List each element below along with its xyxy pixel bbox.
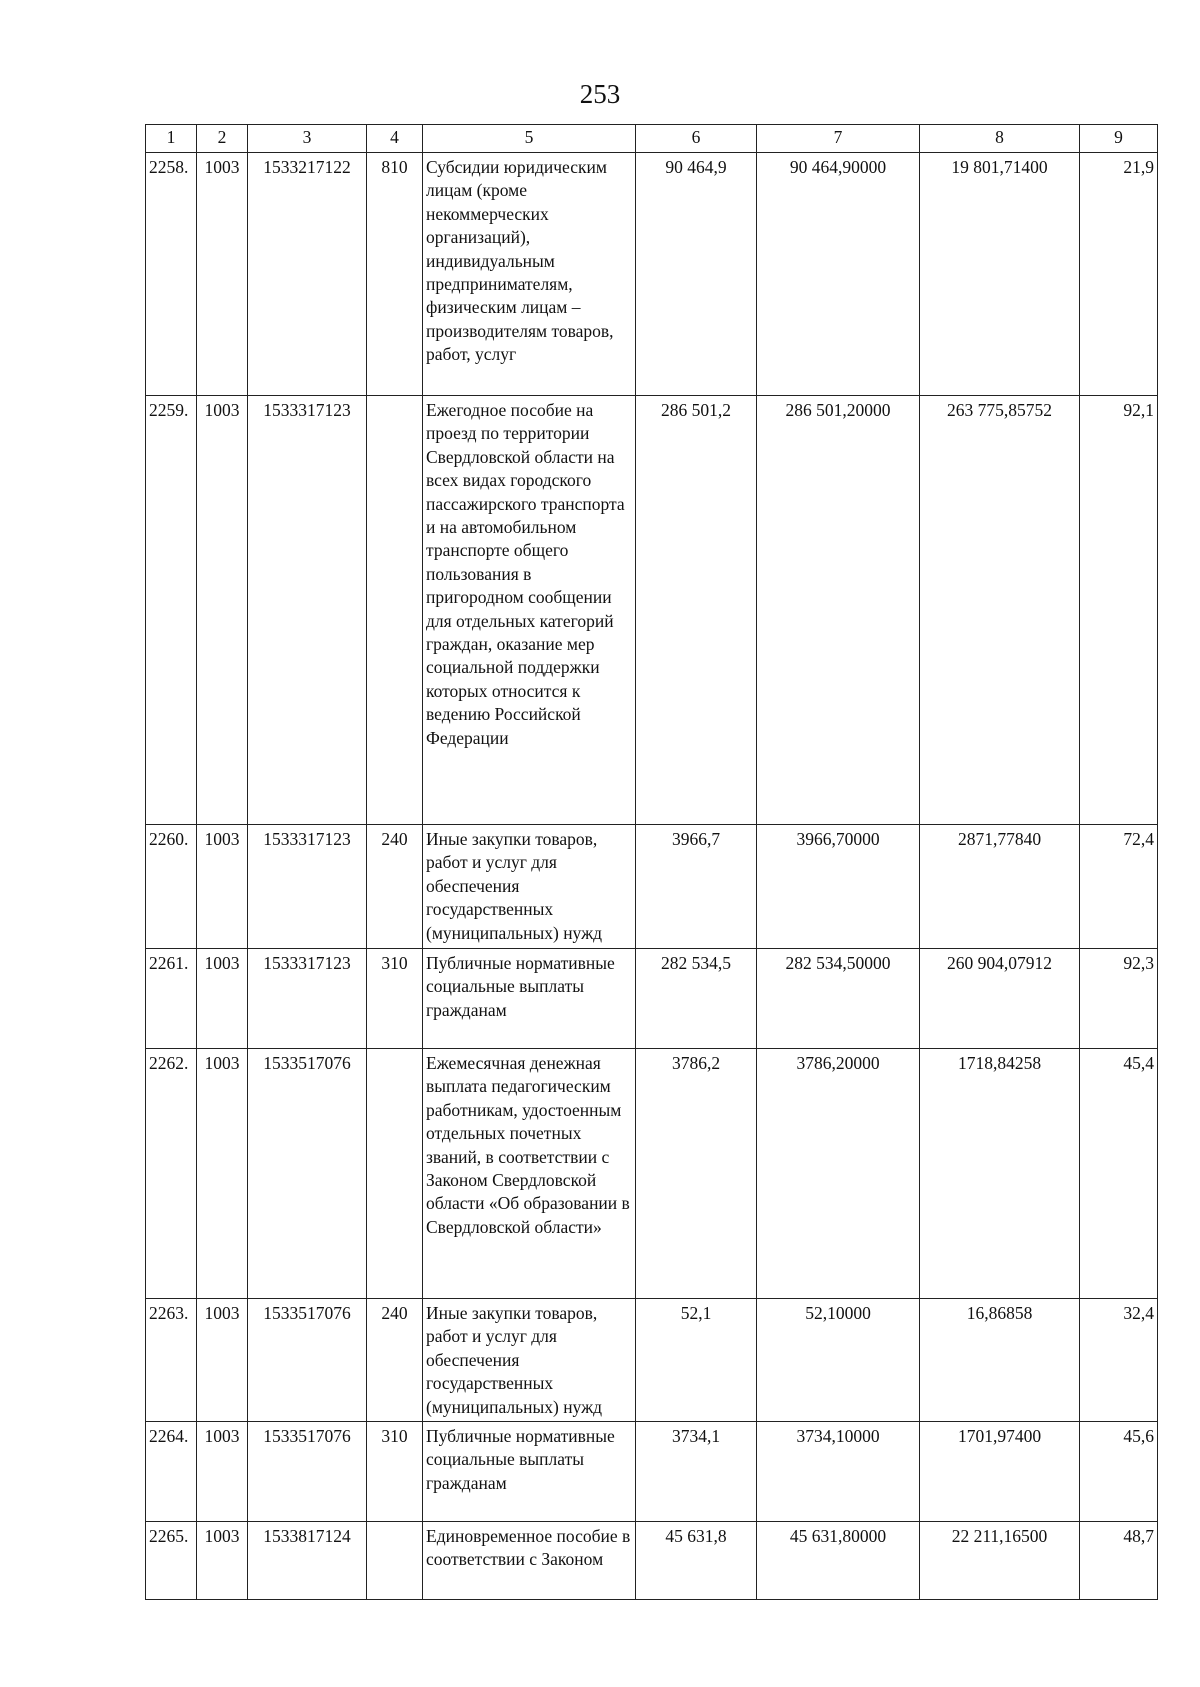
target-code: 1533817124 (248, 1522, 367, 1600)
execution-percent: 92,3 (1080, 949, 1158, 1049)
expense-name: Публичные нормативные социальные выплаты гражданам (423, 1422, 636, 1522)
row-number: 2263. (146, 1299, 197, 1422)
expense-type-code (367, 1522, 423, 1600)
approved-amount: 3734,1 (636, 1422, 757, 1522)
row-number: 2259. (146, 396, 197, 825)
table-row (146, 1049, 1158, 1299)
row-number: 2264. (146, 1422, 197, 1522)
executed-amount: 19 801,71400 (920, 153, 1080, 396)
executed-amount: 263 775,85752 (920, 396, 1080, 825)
target-code: 1533317123 (248, 825, 367, 949)
table-row (146, 153, 1158, 396)
section-code: 1003 (197, 153, 248, 396)
planned-amount: 3786,20000 (757, 1049, 920, 1299)
planned-amount: 90 464,90000 (757, 153, 920, 396)
row-number: 2262. (146, 1049, 197, 1299)
expense-type-code (367, 1049, 423, 1299)
section-code: 1003 (197, 825, 248, 949)
section-code: 1003 (197, 1299, 248, 1422)
section-code: 1003 (197, 1049, 248, 1299)
executed-amount: 16,86858 (920, 1299, 1080, 1422)
section-code: 1003 (197, 1522, 248, 1600)
table-row (146, 1299, 1158, 1422)
execution-percent: 48,7 (1080, 1522, 1158, 1600)
expense-name: Ежегодное пособие на проезд по территории Свердловской области на всех видах городского пассажирского транспорта и на автомобильном транспорте общего пользования в пригородном сообщении для отдельных категорий граждан, оказание мер социальной поддержки которых относится к ведению Российской Федерации (423, 396, 636, 825)
approved-amount: 282 534,5 (636, 949, 757, 1049)
expense-type-code: 310 (367, 949, 423, 1049)
planned-amount: 3966,70000 (757, 825, 920, 949)
budget-table (145, 124, 1158, 1600)
executed-amount: 2871,77840 (920, 825, 1080, 949)
row-number: 2258. (146, 153, 197, 396)
planned-amount: 45 631,80000 (757, 1522, 920, 1600)
row-number: 2260. (146, 825, 197, 949)
planned-amount: 286 501,20000 (757, 396, 920, 825)
execution-percent: 45,6 (1080, 1422, 1158, 1522)
approved-amount: 52,1 (636, 1299, 757, 1422)
header-cell: 6 (636, 125, 757, 153)
expense-name: Субсидии юридическим лицам (кроме некоммерческих организаций), индивидуальным предпринимателям, физическим лицам – производителям товаров, работ, услуг (423, 153, 636, 396)
expense-type-code: 310 (367, 1422, 423, 1522)
target-code: 1533517076 (248, 1049, 367, 1299)
table-body (146, 153, 1158, 1600)
target-code: 1533317123 (248, 949, 367, 1049)
table-row (146, 1522, 1158, 1600)
planned-amount: 3734,10000 (757, 1422, 920, 1522)
approved-amount: 45 631,8 (636, 1522, 757, 1600)
expense-name: Ежемесячная денежная выплата педагогическим работникам, удостоенным отдельных почетных званий, в соответствии с Законом Свердловской области «Об образовании в Свердловской области» (423, 1049, 636, 1299)
target-code: 1533517076 (248, 1299, 367, 1422)
executed-amount: 1701,97400 (920, 1422, 1080, 1522)
execution-percent: 21,9 (1080, 153, 1158, 396)
section-code: 1003 (197, 396, 248, 825)
expense-name: Единовременное пособие в соответствии с Законом (423, 1522, 636, 1600)
approved-amount: 90 464,9 (636, 153, 757, 396)
target-code: 1533517076 (248, 1422, 367, 1522)
execution-percent: 92,1 (1080, 396, 1158, 825)
header-cell: 1 (146, 125, 197, 153)
header-cell: 9 (1080, 125, 1158, 153)
expense-type-code: 240 (367, 825, 423, 949)
expense-name: Публичные нормативные социальные выплаты гражданам (423, 949, 636, 1049)
header-cell: 3 (248, 125, 367, 153)
expense-name: Иные закупки товаров, работ и услуг для обеспечения государственных (муниципальных) нужд (423, 825, 636, 949)
row-number: 2265. (146, 1522, 197, 1600)
table-row (146, 396, 1158, 825)
execution-percent: 45,4 (1080, 1049, 1158, 1299)
execution-percent: 72,4 (1080, 825, 1158, 949)
executed-amount: 260 904,07912 (920, 949, 1080, 1049)
table-row (146, 1422, 1158, 1522)
planned-amount: 52,10000 (757, 1299, 920, 1422)
target-code: 1533317123 (248, 396, 367, 825)
approved-amount: 3966,7 (636, 825, 757, 949)
header-cell: 5 (423, 125, 636, 153)
target-code: 1533217122 (248, 153, 367, 396)
expense-type-code (367, 396, 423, 825)
table-row (146, 825, 1158, 949)
header-cell: 8 (920, 125, 1080, 153)
section-code: 1003 (197, 949, 248, 1049)
section-code: 1003 (197, 1422, 248, 1522)
approved-amount: 286 501,2 (636, 396, 757, 825)
header-cell: 7 (757, 125, 920, 153)
planned-amount: 282 534,50000 (757, 949, 920, 1049)
header-cell: 2 (197, 125, 248, 153)
page-number: 253 (579, 79, 621, 109)
table-row (146, 949, 1158, 1049)
table-header (146, 125, 1158, 153)
expense-type-code: 240 (367, 1299, 423, 1422)
row-number: 2261. (146, 949, 197, 1049)
executed-amount: 22 211,16500 (920, 1522, 1080, 1600)
expense-type-code: 810 (367, 153, 423, 396)
expense-name: Иные закупки товаров, работ и услуг для обеспечения государственных (муниципальных) нужд (423, 1299, 636, 1422)
execution-percent: 32,4 (1080, 1299, 1158, 1422)
executed-amount: 1718,84258 (920, 1049, 1080, 1299)
approved-amount: 3786,2 (636, 1049, 757, 1299)
header-cell: 4 (367, 125, 423, 153)
header-row (146, 125, 1158, 153)
